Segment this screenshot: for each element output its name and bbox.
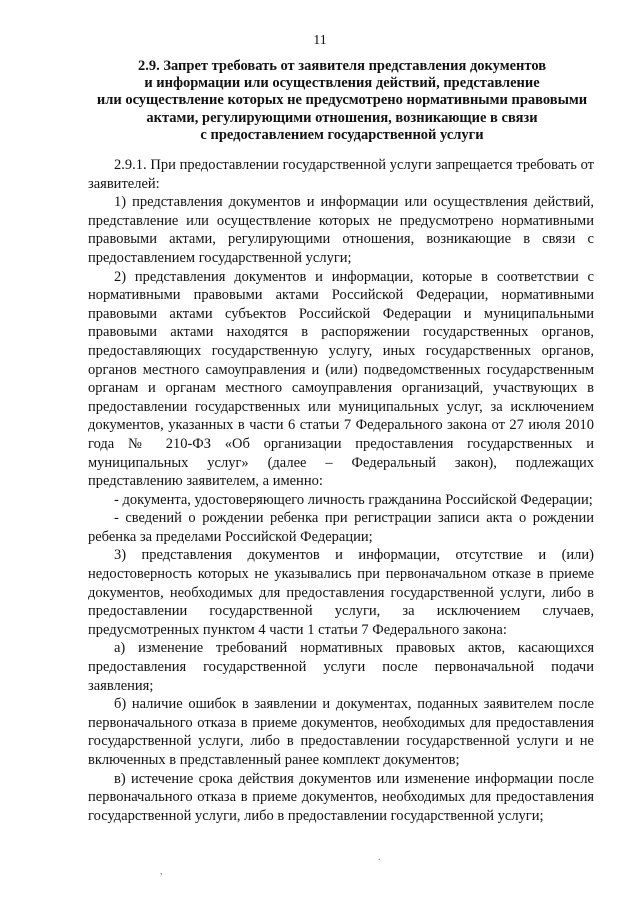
paragraph: - сведений о рождении ребенка при регистрации записи акта о рождении ребенка за пределами Российской Федерации; (88, 510, 594, 545)
document-body (88, 156, 594, 825)
section-heading (88, 58, 596, 144)
scan-speck: . (378, 852, 381, 863)
paragraph: 1) представления документов и информации или осуществления действий, представление или осуществление которых не предусмотрено нормативными правовыми актами, регулирующими отношения, возникающие в связи с предоставлением государственной услуги; (88, 194, 594, 266)
heading-line: 2.9. Запрет требовать от заявителя представления документов (137, 58, 547, 74)
paragraph: 3) представления документов и информации, отсутствие и (или) недостоверность которых не указывались при первоначальном отказе в приеме документов, необходимых для предоставления государственной услуги, либо в предоставлении государственной услуги, за исключением случаев, предусмотренных пунктом 4 части 1 статьи 7 Федерального закона: (88, 547, 594, 638)
heading-line: и информации или осуществления действий, представление (144, 75, 540, 92)
paragraph: а) изменение требований нормативных правовых актов, касающихся предоставления государственной услуги после первоначальной подачи заявления; (88, 640, 594, 694)
scan-speck: , (160, 866, 163, 877)
paragraph: 2.9.1. При предоставлении государственной услуги запрещается требовать от заявителей: (88, 157, 594, 192)
paragraph: - документа, удостоверяющего личность гражданина Российской Федерации; (114, 491, 593, 508)
paragraph: 2) представления документов и информации, которые в соответствии с нормативными правовыми актами Российской Федерации, нормативными правовыми актами субъектов Российской Федерации и муниципальными правовыми актами находятся в распоряжении государственных органов, предоставляющих государственную услугу, иных государственных органов, органов местного самоуправления и (или) подведомственных государственным органам и органам местного самоуправления организаций, участвующих в предоставлении государственных или муниципальных услуг, за исключением документов, указанных в части 6 статьи 7 Федерального закона от 27 июля 2010 года № 210-ФЗ «Об организации предоставления государственных и муниципальных услуг» (далее – Федеральный закон), подлежащих представлению заявителем, а именно: (88, 268, 594, 490)
heading-line: актами, регулирующими отношения, возникающие в связи (146, 109, 538, 126)
heading-line: с предоставлением государственной услуги (200, 126, 484, 143)
page-number: 11 (313, 33, 327, 48)
heading-line: или осуществление которых не предусмотрено нормативными правовыми (96, 92, 588, 109)
paragraph: в) истечение срока действия документов или изменение информации после первоначального отказа в приеме документов, необходимых для предоставления государственной услуги, либо в предоставлении государственной услуги; (88, 770, 594, 824)
paragraph: б) наличие ошибок в заявлении и документах, поданных заявителем после первоначального отказа в приеме документов, необходимых для предоставления государственной услуги, либо в предоставлении государственной услуги и не включенных в представленный ранее комплект документов; (88, 696, 594, 768)
